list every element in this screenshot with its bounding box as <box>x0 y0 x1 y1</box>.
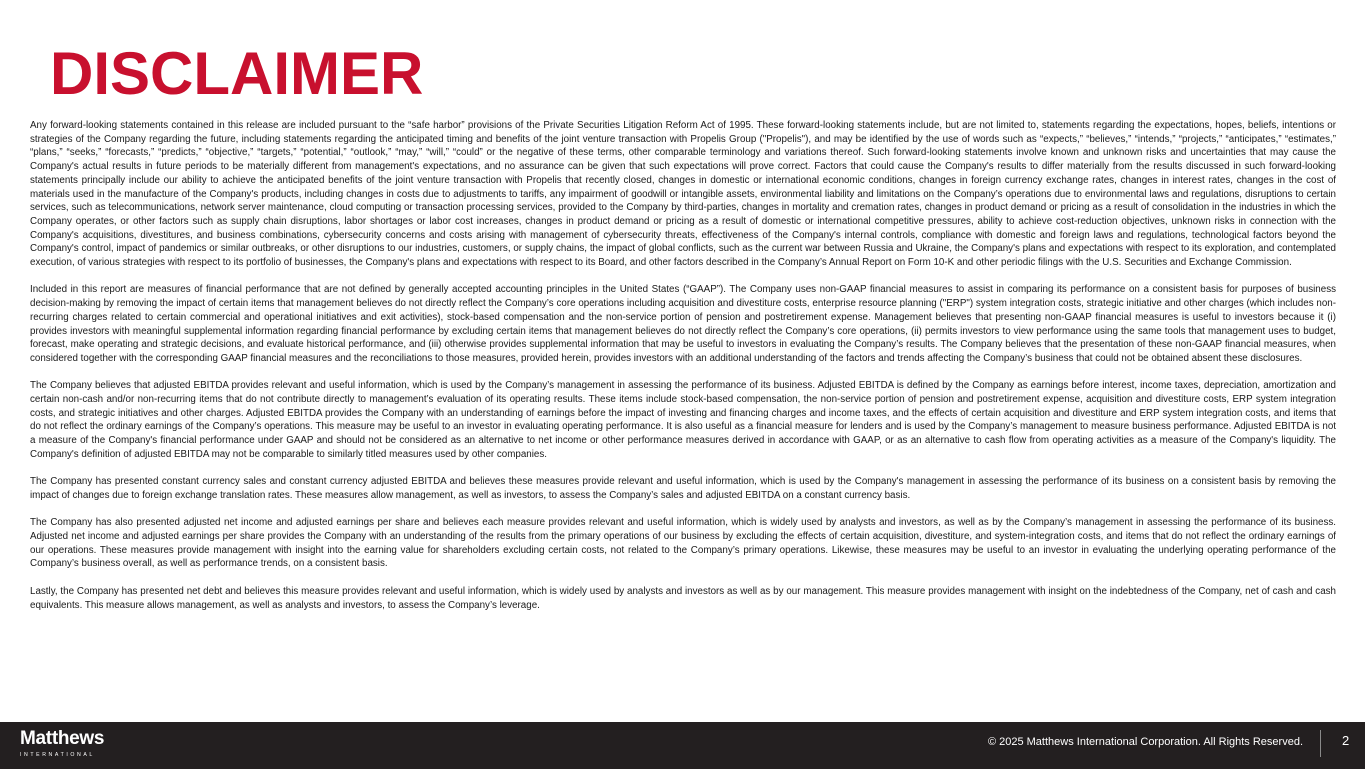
paragraph-net-debt: Lastly, the Company has presented net debt and believes this measure provides relevant and useful information, which is widely used by analysts and investors as well as by our management. This measure provides management with insight on the indebtedness of the Company, net of cash and cash equivalents. This measure allows management, as well as analysts and investors, to assess the Company’s leverage. <box>30 585 1336 611</box>
paragraph-forward-looking: Any forward-looking statements contained in this release are included pursuant to the “safe harbor” provisions of the Private Securities Litigation Reform Act of 1995. These forward-looking statements include, but are not limited to, statements regarding the expectations, hopes, beliefs, intentions or strategies of the Company regarding the future, including statements regarding the anticipated timing and benefits of the joint venture transaction with Propelis Group ("Propelis"), and may be identified by the use of words such as “expects,” “believes,” “intends,” “projects,” “anticipates,” “estimates,” “plans,” “seeks,” “forecasts,” “predicts,” “objective,” “targets,” “potential,” “outlook,” “may,” “will,” “could” or the negative of these terms, other comparable terminology and variations thereof. Such forward-looking statements involve known and unknown risks and uncertainties that may cause the Company's actual results in future periods to be materially different from management's expectations, and no assurance can be given that such expectations will prove correct. Factors that could cause the Company's results to differ materially from the results discussed in such forward-looking statements principally include our ability to achieve the anticipated benefits of the joint venture transaction with Propelis that recently closed, changes in domestic or international economic conditions, changes in foreign currency exchange rates, changes in interest rates, changes in the cost of materials used in the manufacture of the Company's products, including changes in costs due to adjustments to tariffs, any impairment of goodwill or intangible assets, environmental liability and limitations on the Company’s operations due to environmental laws and regulations, disruptions to certain services, such as telecommunications, network server maintenance, cloud computing or transaction processing services, provided to the Company by third-parties, changes in mortality and cremation rates, changes in product demand or pricing as a result of consolidation in the industries in which the Company operates, or other factors such as supply chain disruptions, labor shortages or labor cost increases, changes in product demand or pricing as a result of domestic or international competitive pressures, ability to achieve cost-reduction objectives, unknown risks in connection with the Company's acquisitions, divestitures, and business combinations, cybersecurity concerns and costs arising with management of cybersecurity threats, effectiveness of the Company's internal controls, compliance with domestic and foreign laws and regulations, technological factors beyond the Company's control, impact of pandemics or similar outbreaks, or other disruptions to our industries, customers, or supply chains, the impact of global conflicts, such as the current war between Russia and Ukraine, the Company's plans and expectations with respect to its exploration, and contemplated execution, of various strategies with respect to its portfolio of businesses, the Company's plans and expectations with respect to its Board, and other factors described in the Company’s Annual Report on Form 10-K and other periodic filings with the U.S. Securities and Exchange Commission. <box>30 120 1336 269</box>
footer-bar <box>0 722 1365 769</box>
paragraph-constant-currency: The Company has presented constant currency sales and constant currency adjusted EBITDA and believes these measures provide relevant and useful information, which is used by the Company's management in assessing the performance of its business on a consistent basis by removing the impact of changes due to foreign exchange translation rates. These measures allow management, as well as investors, to assess the Company’s sales and adjusted EBITDA on a constant currency basis. <box>30 476 1336 501</box>
logo-wordmark: Matthews <box>20 728 105 749</box>
footer-divider <box>1320 730 1321 757</box>
matthews-logo <box>20 729 104 758</box>
paragraph-non-gaap: Included in this report are measures of financial performance that are not defined by generally accepted accounting principles in the United States (“GAAP”). The Company uses non-GAAP financial measures to assist in comparing its performance on a consistent basis for purposes of business decision-making by removing the impact of certain items that management believes do not directly reflect the Company’s core operations including acquisition and divestiture costs, enterprise resource planning ("ERP") system integration costs, strategic initiative and other charges (which includes non-recurring charges related to certain commercial and operational initiatives and exit activities), stock-based compensation and the non-service portion of pension and postretirement expense. Management believes that presenting non-GAAP financial measures is useful to investors because it (i) provides investors with meaningful supplemental information regarding financial performance by excluding certain items that management believes do not directly reflect the Company’s core operations, (ii) permits investors to view performance using the same tools that management uses to budget, forecast, make operating and strategic decisions, and evaluate historical performance, and (iii) otherwise provides supplemental information that may be useful to investors in evaluating the Company’s results. The Company believes that the presentation of these non-GAAP financial measures, when considered together with the corresponding GAAP financial measures and the reconciliations to those measures, provided herein, provides investors with an additional understanding of the factors and trends affecting the Company’s business that could not be obtained absent these disclosures. <box>30 284 1336 364</box>
paragraph-adjusted-ebitda: The Company believes that adjusted EBITDA provides relevant and useful information, which is used by the Company’s management in assessing the performance of its business. Adjusted EBITDA is defined by the Company as earnings before interest, income taxes, depreciation, amortization and certain non-cash and/or non-recurring items that do not contribute directly to management’s evaluation of its operating results. These items include stock-based compensation, the non-service portion of pension and postretirement expense, acquisition and divestiture costs, ERP system integration costs, and strategic initiatives and other charges. Adjusted EBITDA provides the Company with an understanding of earnings before the impact of investing and financing charges and income taxes, and the effects of certain acquisition and divestiture and ERP system integration costs, and items that do not reflect the ordinary earnings of the Company’s operations. This measure may be useful to an investor in evaluating operating performance. It is also useful as a financial measure for lenders and is used by the Company’s management to measure business performance. Adjusted EBITDA is not a measure of the Company's financial performance under GAAP and should not be considered as an alternative to net income or other performance measures derived in accordance with GAAP, or as an alternative to cash flow from operating activities as a measure of the Company's liquidity. The Company's definition of adjusted EBITDA may not be comparable to similarly titled measures used by other companies. <box>30 380 1336 460</box>
page-number: 2 <box>1342 733 1350 748</box>
copyright-text: © 2025 Matthews International Corporation. All Rights Reserved. <box>987 736 1303 748</box>
logo-subtitle: INTERNATIONAL <box>20 752 95 758</box>
paragraph-adjusted-net-income: The Company has also presented adjusted net income and adjusted earnings per share and believes each measure provides relevant and useful information, which is widely used by analysts and investors, as well as by the Company’s management in assessing the performance of its business. Adjusted net income and adjusted earnings per share provides the Company with an understanding of the results from the primary operations of our business by excluding the effects of certain acquisition, divestiture, and system-integration costs, and items that do not reflect the ordinary earnings of our operations. These measures provide management with insight into the earning value for shareholders excluding certain costs, not related to the Company’s primary operations. Likewise, these measures may be useful to an investor in evaluating the underlying operating performance of the Company’s business overall, as well as performance trends, on a consistent basis. <box>30 517 1336 570</box>
page-title: DISCLAIMER <box>50 40 424 107</box>
disclaimer-body <box>30 119 1336 626</box>
